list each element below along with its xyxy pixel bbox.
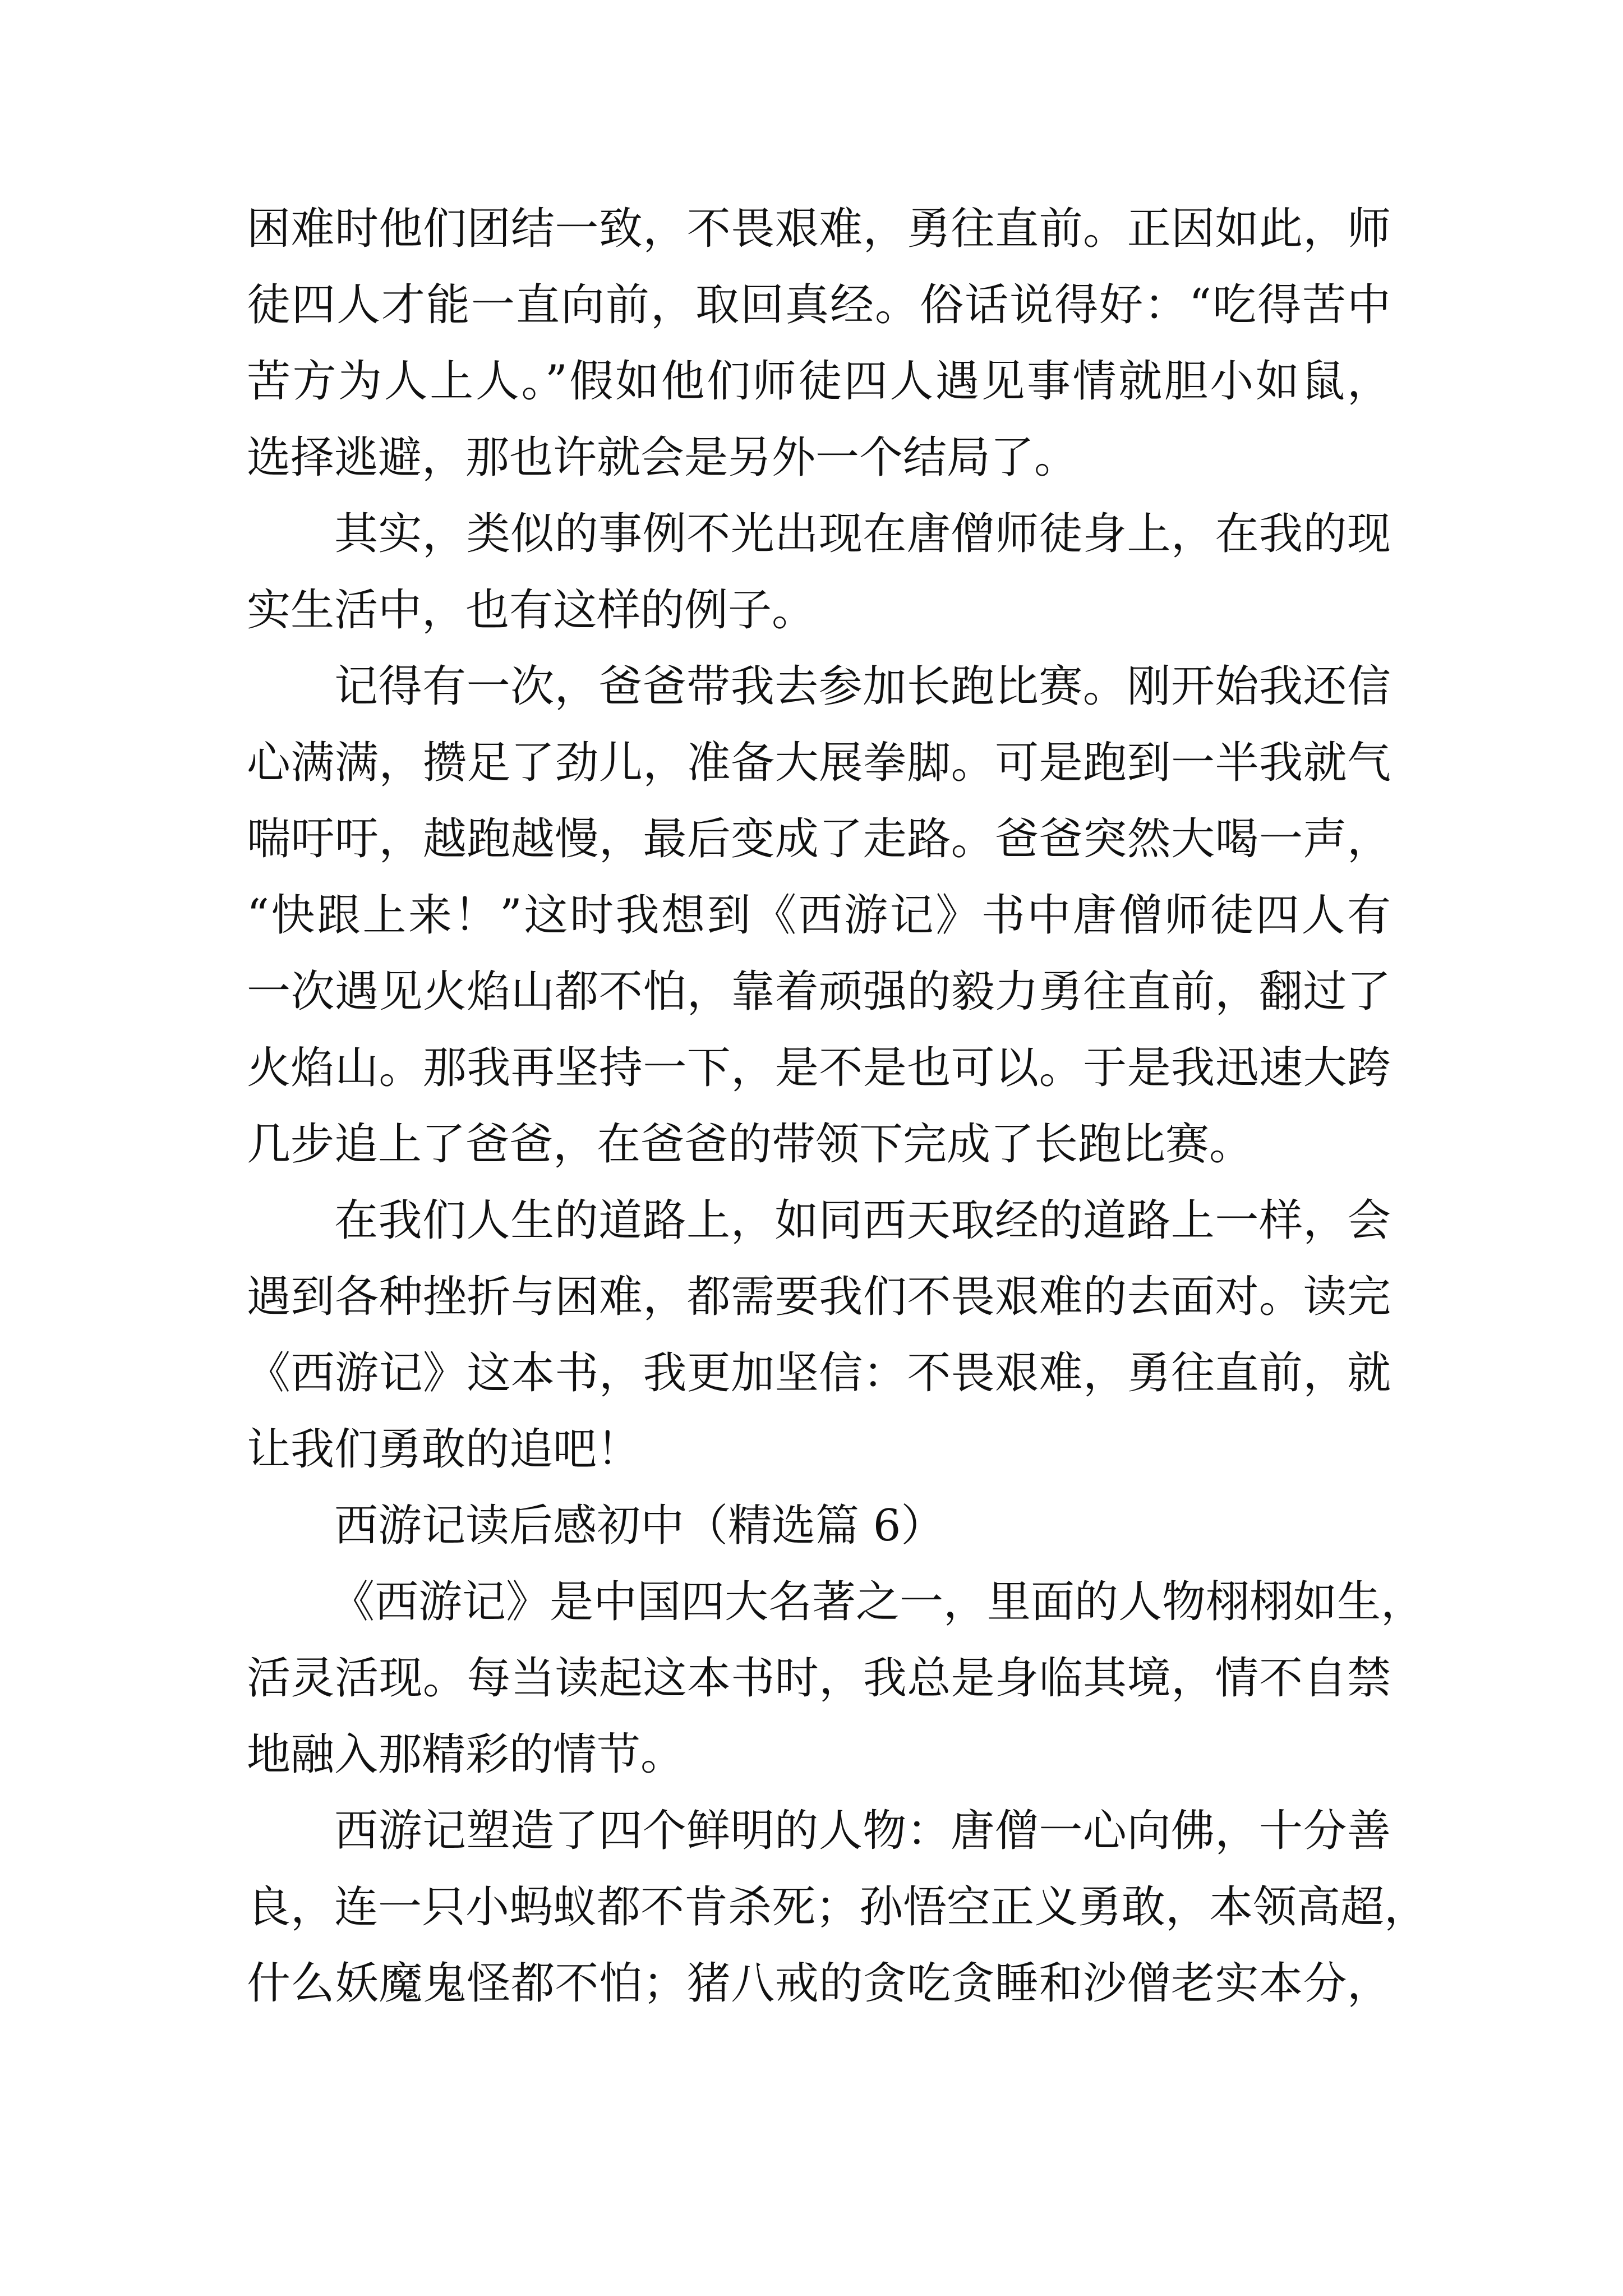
paragraph-first-line: 《西游记》是中国四大名著之一，里面的人物栩栩如生，	[331, 1577, 1425, 1627]
paragraph-first-line: 其实，类似的事例不光出现在唐僧师徒身上，在我的现	[334, 509, 1391, 559]
text-line: 喘吁吁，越跑越慢，最后变成了走路。爸爸突然大喝一声，	[247, 814, 1391, 864]
text-line: 苦方为人上人。”假如他们师徒四人遇见事情就胆小如鼠，	[247, 356, 1391, 407]
text-line: “快跟上来！”这时我想到《西游记》书中唐僧师徒四人有	[247, 890, 1391, 941]
text-line: 地融入那精彩的情节。	[247, 1729, 685, 1780]
text-line: 《西游记》这本书，我更加坚信：不畏艰难，勇往直前，就	[247, 1348, 1391, 1398]
document-body	[247, 191, 1428, 2022]
text-line: 遇到各种挫折与困难，都需要我们不畏艰难的去面对。读完	[247, 1272, 1391, 1322]
text-line: 什么妖魔鬼怪都不怕；猪八戒的贪吃贪睡和沙僧老实本分，	[247, 1958, 1391, 2009]
paragraph-first-line: 西游记塑造了四个鲜明的人物：唐僧一心向佛，十分善	[334, 1806, 1391, 1856]
section-heading: 西游记读后感初中（精选篇 6）	[334, 1501, 945, 1551]
text-line: 活灵活现。每当读起这本书时，我总是身临其境，情不自禁	[247, 1653, 1391, 1704]
text-line: 选择逃避，那也许就会是另外一个结局了。	[247, 432, 1078, 483]
text-line: 良，连一只小蚂蚁都不肯杀死；孙悟空正义勇敢，本领高超，	[247, 1882, 1428, 1932]
text-line: 徒四人才能一直向前，取回真经。俗话说得好：“吃得苦中	[247, 280, 1391, 330]
paragraph-first-line: 在我们人生的道路上，如同西天取经的道路上一样，会	[334, 1195, 1391, 1246]
text-line: 几步追上了爸爸，在爸爸的带领下完成了长跑比赛。	[247, 1119, 1253, 1170]
text-line: 心满满，攒足了劲儿，准备大展拳脚。可是跑到一半我就气	[247, 738, 1391, 788]
paragraph-first-line: 记得有一次，爸爸带我去参加长跑比赛。刚开始我还信	[334, 661, 1391, 712]
text-line: 困难时他们团结一致，不畏艰难，勇往直前。正因如此，师	[247, 204, 1391, 254]
text-line: 一次遇见火焰山都不怕，靠着顽强的毅力勇往直前，翻过了	[247, 967, 1391, 1017]
text-line: 火焰山。那我再坚持一下，是不是也可以。于是我迅速大跨	[247, 1043, 1391, 1093]
text-line: 实生活中，也有这样的例子。	[247, 585, 816, 636]
text-line: 让我们勇敢的追吧！	[247, 1424, 641, 1475]
